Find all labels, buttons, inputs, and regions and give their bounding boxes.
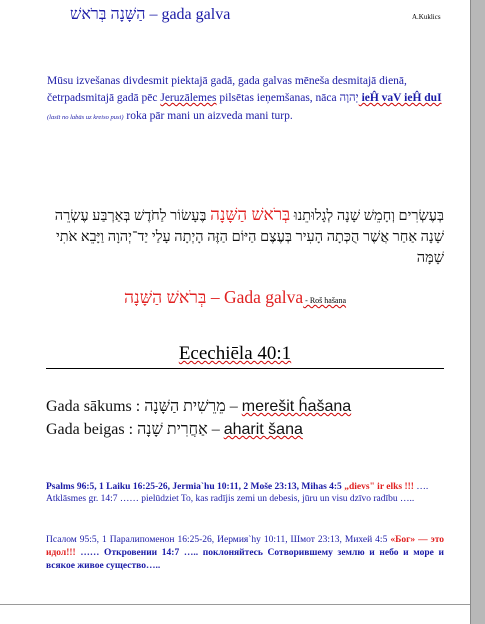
hebrew-verse-red: בְּרֹאשׁ הַשָּׁנָה (210, 205, 291, 224)
hebrew-verse (46, 204, 444, 269)
references-latvian (46, 481, 444, 505)
gada-sakums-line (46, 398, 351, 416)
hebrew-verse-part1: בְּעֶשְׂרִים וְחָמֵשׁ שָׁנָה לְגָלוּתֵנוּ (290, 208, 444, 224)
refs-lv-rest: …. Atklāsmes gr. 14:7 …… pielūdziet To, kas radījis zemi un debesis, jūru un visu dzīvo radību ….. (46, 482, 429, 504)
refs-ru-text-b: …… Откровении 14:7 ….. поклоняйтесь Сотворившему землю и небо и море и всякое живое существо….. (46, 548, 444, 571)
intro-hebrew-name: יְהוָה (339, 92, 359, 104)
refs-ru-red: «Бог» — это идол!!! (46, 535, 444, 558)
gada-beigas-label: Gada beigas : (46, 421, 138, 438)
intro-name-bold: ieĤ vaV ieĤ duI (358, 92, 442, 104)
gada-sakums-hebrew: מֵרֵשִׁית הַשָּׁנָה (144, 398, 226, 415)
refs-lv-red: „dievs" ir elks !!! (344, 482, 414, 492)
gada-line-latin: – Gada galva (206, 287, 304, 307)
intro-jerusalem: Jeruzālemes (160, 92, 217, 104)
refs-ru-text-a: Псалом 95:5, 1 Паралипоменон 16:25-26, Иермия`hу 10:11, Шмот 23:13, Михей 4:5 (46, 535, 391, 545)
ecechiela-text: Ecechiēla 40:1 (178, 343, 292, 364)
window-side-margin (471, 0, 485, 624)
references-russian (46, 534, 444, 573)
gada-beigas-translit: aharit šana (223, 421, 303, 438)
header-title-latin: – gada galva (145, 6, 231, 23)
gada-galva-heading (0, 287, 470, 308)
gada-sakums-label: Gada sākums : (46, 398, 145, 415)
ecechiela-underline (46, 368, 444, 369)
intro-text-a: Mūsu izvešanas divdesmit piektajā gadā, gada galvas mēneša desmitajā dienā, četrpadsmitajā gadā pēc (47, 75, 407, 104)
intro-text-c: roka pār mani un aizveda mani turp. (123, 110, 293, 122)
header-title-hebrew: הַשָּׁנָה בְּרֹאשׁ (70, 6, 146, 23)
intro-paragraph (47, 73, 443, 126)
gada-line-note: - Roš hašana (303, 296, 347, 305)
gada-sakums-dash: – (225, 398, 242, 415)
gada-beigas-hebrew: אַחֲרִית שָׁנָה (137, 421, 208, 438)
page-bottom-rule (0, 604, 470, 605)
gada-beigas-line (46, 421, 303, 439)
refs-lv-bold: Psalms 96:5, 1 Laiku 16:25-26, Jermia`hu 10:11, 2 Moše 23:13, Mihas 4:5 (46, 482, 345, 492)
intro-note: (lasīt no labās uz kreiso pusi) (47, 114, 124, 121)
gada-beigas-dash: – (207, 421, 224, 438)
gada-line-hebrew: בְּרֹאשׁ הַשָּׁנָה (123, 287, 207, 307)
hebrew-verse-part2: בֶּעָשׂוֹר לַחֹדֶשׁ בְּאַרְבַּע עֶשְׂרֵה שָׁנָה אַחַר אֲשֶׁר הֻכְּתָה הָעִיר בְּעֶצֶם הַיּוֹם הַזֶּה הָיְתָה עָלַי יַד־יְהוָה וַיָּבֵא אֹתִי שָׁמָּה (54, 208, 444, 266)
intro-text-b: pilsētas ieņemšanas, nāca (216, 92, 340, 104)
gada-sakums-translit: merešit ĥašana (241, 398, 352, 415)
ecechiela-reference (0, 343, 470, 365)
header-title (70, 6, 230, 24)
header-author: A.Kuklics (412, 13, 441, 21)
